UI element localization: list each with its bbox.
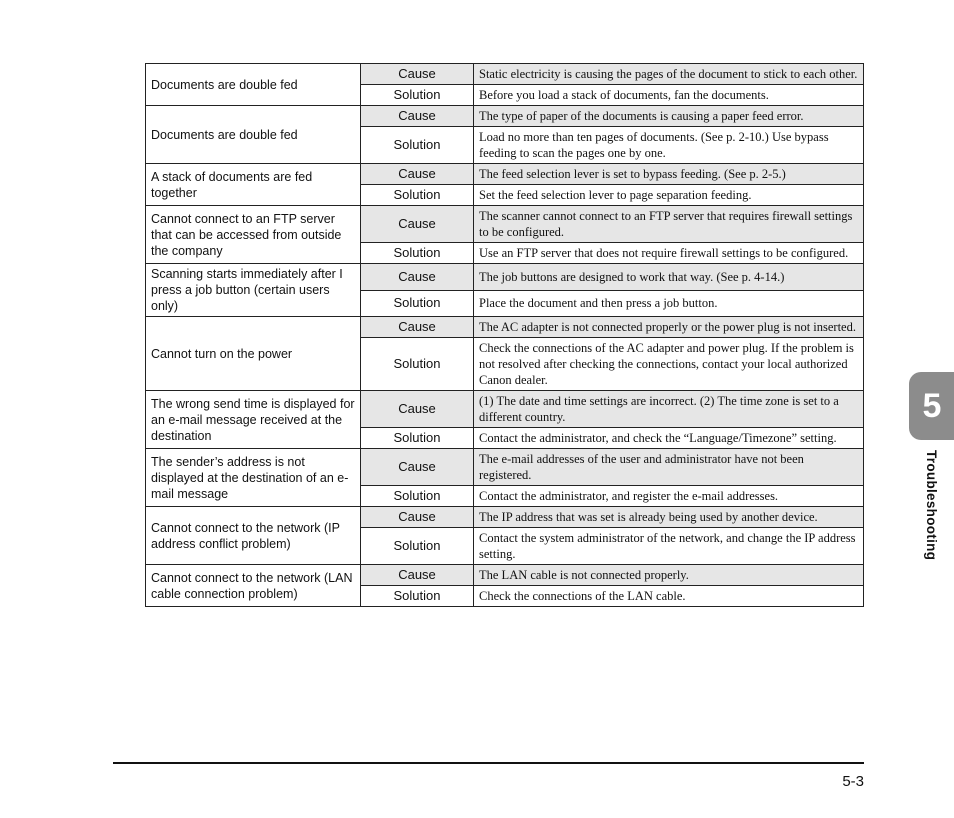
cause-label: Cause [361,449,474,486]
cause-label: Cause [361,206,474,243]
footer-rule [113,762,864,764]
cause-label: Cause [361,391,474,428]
problem-cell: The sender’s address is not displayed at the destination of an e-mail message [146,449,361,507]
cause-text: The type of paper of the documents is causing a paper feed error. [474,106,864,127]
cause-text: (1) The date and time settings are incorrect. (2) The time zone is set to a different country. [474,391,864,428]
table-row [146,64,864,85]
table-row [146,317,864,338]
cause-text: The IP address that was set is already being used by another device. [474,507,864,528]
troubleshooting-table [145,63,864,607]
solution-label: Solution [361,290,474,317]
problem-cell: Cannot connect to the network (LAN cable connection problem) [146,565,361,607]
solution-text: Check the connections of the AC adapter and power plug. If the problem is not resolved after checking the connections, contact your local authorized Canon dealer. [474,338,864,391]
chapter-title: Troubleshooting [924,450,939,561]
problem-cell: Cannot connect to the network (IP address conflict problem) [146,507,361,565]
solution-label: Solution [361,243,474,264]
cause-text: The e-mail addresses of the user and administrator have not been registered. [474,449,864,486]
cause-label: Cause [361,64,474,85]
solution-label: Solution [361,486,474,507]
solution-text: Before you load a stack of documents, fan the documents. [474,85,864,106]
solution-text: Load no more than ten pages of documents. (See p. 2-10.) Use bypass feeding to scan the pages one by one. [474,127,864,164]
solution-label: Solution [361,185,474,206]
solution-label: Solution [361,528,474,565]
problem-cell: Scanning starts immediately after I press a job button (certain users only) [146,264,361,317]
cause-text: The job buttons are designed to work that way. (See p. 4-14.) [474,264,864,291]
table-row [146,449,864,486]
problem-cell: A stack of documents are fed together [146,164,361,206]
table-row [146,164,864,185]
problem-cell: Cannot connect to an FTP server that can be accessed from outside the company [146,206,361,264]
solution-text: Place the document and then press a job button. [474,290,864,317]
solution-text: Set the feed selection lever to page separation feeding. [474,185,864,206]
problem-cell: Documents are double fed [146,106,361,164]
solution-text: Contact the system administrator of the network, and change the IP address setting. [474,528,864,565]
problem-cell: The wrong send time is displayed for an e-mail message received at the destination [146,391,361,449]
cause-label: Cause [361,106,474,127]
cause-label: Cause [361,164,474,185]
problem-cell: Cannot turn on the power [146,317,361,391]
solution-label: Solution [361,586,474,607]
solution-text: Contact the administrator, and register the e-mail addresses. [474,486,864,507]
chapter-number: 5 [922,386,942,425]
page-number: 5-3 [842,773,864,790]
cause-label: Cause [361,565,474,586]
cause-label: Cause [361,507,474,528]
solution-label: Solution [361,85,474,106]
table-row [146,565,864,586]
solution-text: Contact the administrator, and check the “Language/Timezone” setting. [474,428,864,449]
problem-cell: Documents are double fed [146,64,361,106]
chapter-tab [909,372,954,440]
cause-text: The feed selection lever is set to bypass feeding. (See p. 2-5.) [474,164,864,185]
solution-text: Check the connections of the LAN cable. [474,586,864,607]
cause-text: The AC adapter is not connected properly or the power plug is not inserted. [474,317,864,338]
table-row [146,106,864,127]
cause-text: The LAN cable is not connected properly. [474,565,864,586]
cause-label: Cause [361,264,474,291]
table-row [146,391,864,428]
table-row [146,507,864,528]
solution-label: Solution [361,428,474,449]
solution-text: Use an FTP server that does not require firewall settings to be configured. [474,243,864,264]
cause-text: Static electricity is causing the pages of the document to stick to each other. [474,64,864,85]
cause-label: Cause [361,317,474,338]
table-row [146,264,864,291]
solution-label: Solution [361,338,474,391]
table-row [146,206,864,243]
solution-label: Solution [361,127,474,164]
cause-text: The scanner cannot connect to an FTP server that requires firewall settings to be configured. [474,206,864,243]
